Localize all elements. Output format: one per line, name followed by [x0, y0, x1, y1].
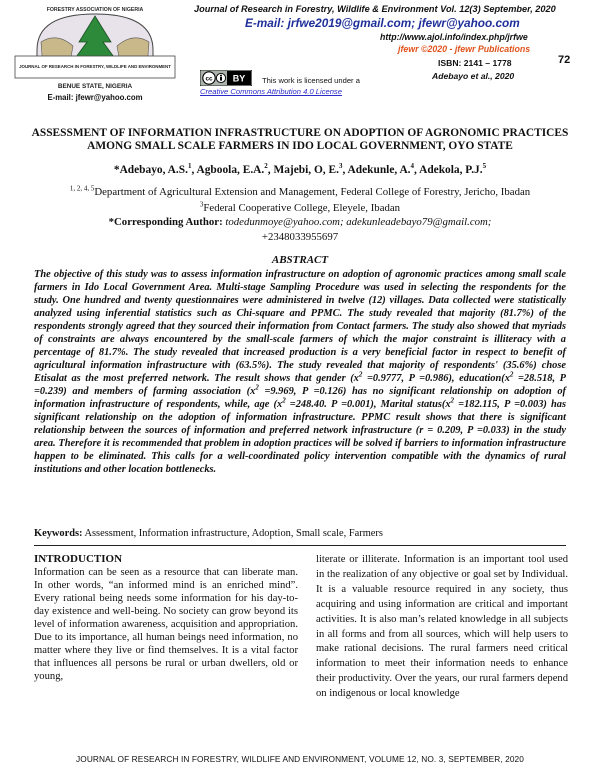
logo-top-text: FORESTRY ASSOCIATION OF NIGERIA [46, 7, 144, 13]
corresponding-emails[interactable]: todedunmoye@yahoo.com; adekunleadebayo79@gmail.com; [225, 216, 492, 228]
article-title: ASSESSMENT OF INFORMATION INFRASTRUCTURE ON ADOPTION OF AGRONOMIC PRACTICES AMONG SMALL SCALE FARMERS IN IDO LOCAL GOVERNMENT, OYO STATE [31, 127, 569, 152]
abstract-text-part: The objective of this study was to assess information infrastructure on adoption of agronomic practices among small scale farmers in Ido Local Government Area. Multi-stage Sampling Procedure was used in selecting the respondents for the study. One hundred and twenty questionnaires were administered in twelve (12) villages. Data collected were statistically analyzed using inferential statistics such as Chi-square and PPMC. The study revealed that majority (81.7%) of the respondents strongly agreed that they sourced their information from Contact farmers. The study also showed that myriads of constraints are always encountered by the small-scale farmers of which the major constraint is illiteracy with a percentage of 81.7%. The study revealed that increased production is a very beneficial factor in respect to benefit of agricultural information infrastructure with (63.5%). The study revealed that majority of respondents' (35.6%) chose Etisalat as the most preferred network. The result shows that gender (x [34, 269, 566, 384]
journal-email-line[interactable]: E-mail: jrfwe2019@gmail.com; jfewr@yahoo.com [245, 16, 520, 30]
affiliation-2 [30, 202, 570, 214]
corresponding-label: *Corresponding Author: [108, 216, 223, 228]
logo-email-text: E-mail: jfewr@yahoo.com [47, 93, 143, 102]
cc-badge-right-text: BY [232, 73, 246, 84]
affiliation-sup: 1, 2, 4, 5 [69, 184, 95, 193]
author-name: Adekola, P.J. [419, 164, 483, 176]
keywords-line [34, 528, 566, 539]
author-name: Agboola, E.A. [196, 164, 265, 176]
corresponding-phone: +2348033955697 [261, 231, 339, 243]
running-authors: Adebayo et al., 2020 [432, 71, 515, 81]
issn-line: ISBN: 2141 – 1778 [438, 58, 512, 68]
license-text: This work is licensed under a [262, 76, 360, 85]
abstract-text-part: =248.40. P =0.001), Marital status(x [285, 399, 451, 410]
keywords-label: Keywords: [34, 528, 83, 539]
page-footer: JOURNAL OF RESEARCH IN FORESTRY, WILDLIFE AND ENVIRONMENT, VOLUME 12, NO. 3, SEPTEMBER, 2020 [76, 754, 524, 764]
corresponding-author [30, 216, 570, 228]
logo-city-text: BENUE STATE, NIGERIA [57, 83, 133, 90]
abstract-sup: 2 [282, 396, 286, 405]
author-sup: 1 [187, 162, 192, 171]
author-name: Majebi, O, E. [273, 164, 339, 176]
author-name: *Adebayo, A.S. [113, 164, 188, 176]
journal-citation-line: Journal of Research in Forestry, Wildlife & Environment Vol. 12(3) September, 2020 [194, 4, 556, 14]
author-sup: 2 [264, 162, 268, 171]
affiliation-1 [30, 186, 570, 198]
copyright-line: jfewr ©2020 - jfewr Publications [398, 44, 531, 54]
abstract-sup: 2 [358, 370, 363, 379]
journal-logo [7, 2, 183, 106]
affiliation-sup: 3 [199, 200, 204, 209]
license-link[interactable]: Creative Commons Attribution 4.0 License [200, 87, 342, 96]
author-name: Adekunle, A. [347, 164, 411, 176]
cc-by-license-icon[interactable] [200, 70, 252, 86]
section-divider [34, 545, 566, 546]
abstract-text-part: =0.9777, P =0.986), education(x [362, 373, 510, 384]
intro-column-left [34, 553, 298, 683]
author-list: *Adebayo, A.S.$^1$, Agboola, E.A.$^2$, Majebi, O, E.$^3$, Adekunle, A.$^4$, Adekola, P.J.$^5$ [113, 162, 487, 176]
affiliation-text: Federal Cooperative College, Eleyele, Ibadan [203, 202, 401, 214]
cc-badge-left-text: cc [205, 75, 213, 83]
abstract-text-part: =9.969, P =0.126) has no significant relationship on adoption of information infrastructure of respondents, while, age (x [34, 386, 567, 410]
logo-middle-text: JOURNAL OF RESEARCH IN FORESTRY, WILDLIFE AND ENVIRONMENT [19, 64, 171, 69]
intro-column-right: literate or illiterate. Information is an important tool used in the realization of any objective or goal set by Individual. It is a valuable resource required in any society, thus acquiring and using information are critical and important activities. It is also man’s related knowledge in all subjects in all forms and from all sources, which will help users to make rational decisions. The rural farmers need critical information to meet their information needs to enhance their productivity. Over the years, our rural farmers depend on indigenous or local knowledge [316, 554, 568, 700]
abstract-sup: 2 [450, 396, 455, 405]
abstract-heading: ABSTRACT [271, 254, 329, 266]
abstract-sup: 2 [255, 383, 259, 392]
author-sup: 3 [338, 162, 343, 171]
intro-heading: INTRODUCTION [34, 553, 123, 565]
keywords-text: Assessment, Information infrastructure, Adoption, Small scale, Farmers [82, 528, 383, 539]
affiliation-text: Department of Agricultural Extension and Management, Federal College of Forestry, Jericho, Ibadan [94, 186, 531, 198]
abstract-body [34, 268, 566, 476]
abstract-text-part: =182.115, P =0.003) has significant relationship on the adoption of information infrastructure. PPMC result shows that there is significant relationship between the sources of information and preferred network infrastructure (r = 0.209, P =0.033) in the study area. Therefore it is recommended that problem in adoption practices will be solved if barriers to information infrastructure happen to be eliminated. This calls for a well-coordinated policy intervention compatible with the dynamics of rural institutions and other location bottlenecks. [34, 399, 566, 475]
author-sup: 5 [482, 162, 487, 171]
intro-left-text: Information can be seen as a resource that can liberate man. In other words, “an informed mind is an enriched mind”. Every rational being needs some information for his day-to-day existence and well-being. No society can grow beyond its level of information awareness, acquisition and appropriation. Due to its importance, all human beings need information, no matter where they live or find themselves. It is a vital factor that influences all persons be rural or urban dwellers, old or young, [34, 567, 298, 682]
author-sup: 4 [410, 162, 415, 171]
page-number: 72 [558, 54, 571, 66]
abstract-sup: 2 [509, 370, 514, 379]
abstract-text-part: =28.518, P =0.239) and members of farming association (x [34, 373, 567, 397]
journal-url-link[interactable]: http://www.ajol.info/index.php/jrfwe [380, 32, 528, 42]
